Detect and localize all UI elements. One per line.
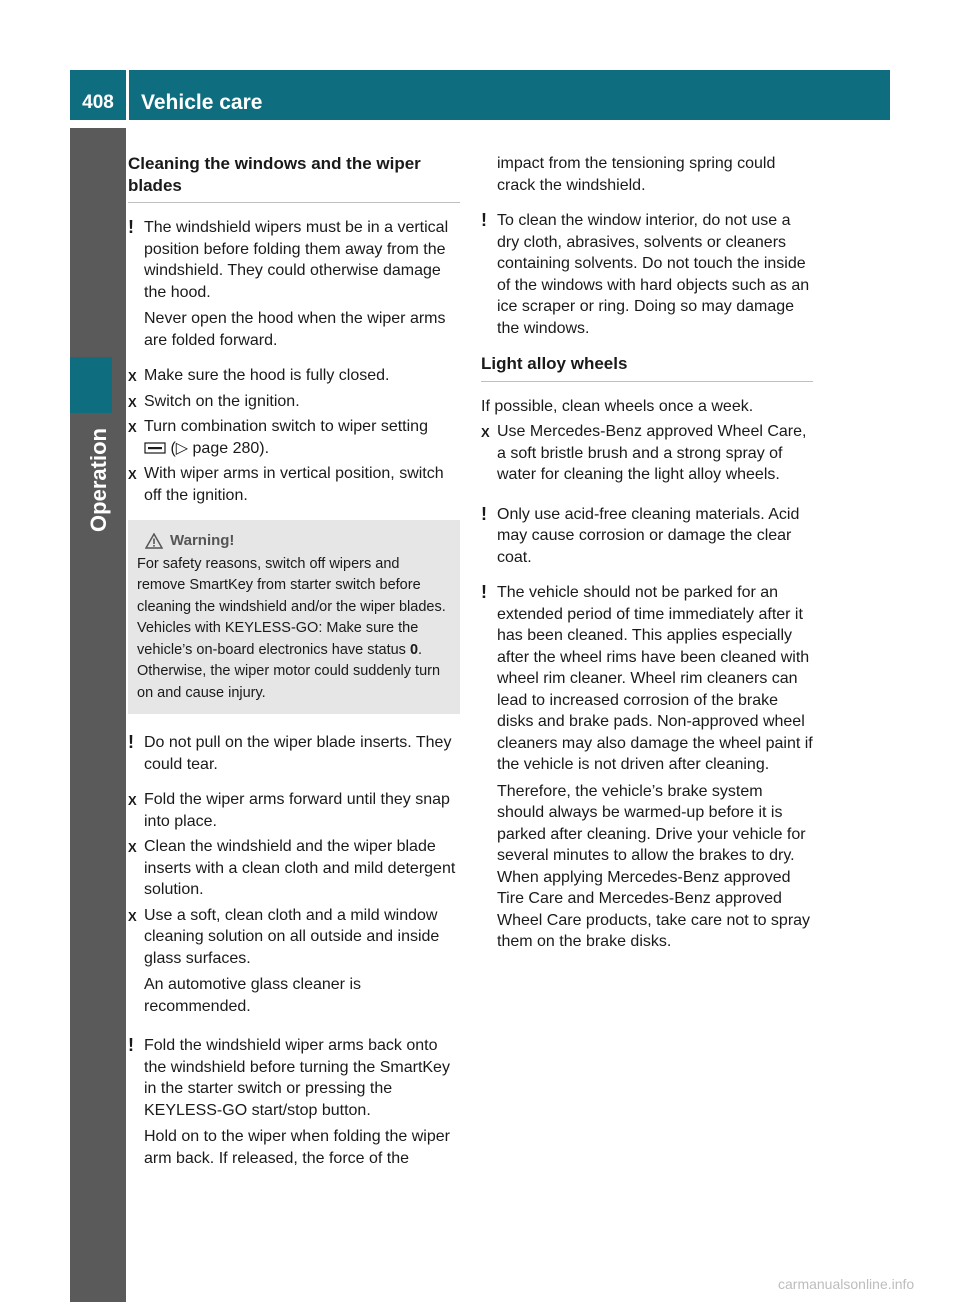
note-parking-after-cleaning: ! The vehicle should not be parked for an extended period of time immediately after it has been cleaned. This applies especially after the wheel rims have been cleaned with wheel rim cleaner. Wheel rim cleaners can lead to increased corrosion of the brake disks and brake pads. Non-approved wheel cleaners may also damage the wheel paint if the vehicle is not driven after cleaning. Therefore, the vehicle’s brake system should always be warmed-up before it is parked after cleaning. Drive your vehicle for several minutes to allow the brakes to dry. When applying Mercedes-Benz approved Tire Care and Mercedes-Benz approved Wheel Care products, take care not to spray them on the brake disks.	[481, 582, 813, 950]
step-icon: X	[128, 908, 137, 924]
warning-text: For safety reasons, switch off wipers and remove SmartKey from starter switch before cleaning the windshield and/or the wiper blades. Vehicles with KEYLESS-GO: Make sure the vehicle’s on-board electronics have status 0. Otherwise, the wiper motor could suddenly turn on and cause injury.	[137, 555, 446, 701]
step-icon: X	[128, 394, 137, 410]
warning-box	[128, 520, 460, 714]
continued-text: impact from the tensioning spring could crack the windshield.	[497, 155, 776, 194]
list-item: X Turn combination switch to wiper setting (▷ page 280).	[128, 418, 428, 457]
step-icon: X	[128, 793, 137, 808]
side-tab	[70, 128, 126, 1302]
step-icon: X	[128, 369, 137, 384]
header-title-box	[129, 70, 890, 120]
right-column	[481, 153, 813, 967]
step-icon: X	[128, 840, 137, 855]
list-item: X Fold the wiper arms forward until they snap into place.	[128, 791, 450, 830]
caution-icon: !	[128, 217, 134, 237]
caution-icon: !	[481, 210, 487, 230]
list-item: X Use Mercedes-Benz approved Wheel Care, a soft bristle brush and a strong spray of water for cleaning the light alloy wheels.	[481, 423, 807, 483]
note-wipers-position: ! The windshield wipers must be in a vertical position before folding them away from the windshield. They could otherwise damage the hood. Never open the hood when the wiper arms are folded forward.	[128, 217, 449, 349]
note-acid-free: ! Only use acid-free cleaning materials. Acid may cause corrosion or damage the clear coat.	[481, 503, 800, 566]
left-column	[128, 153, 460, 1183]
note-blade-inserts: ! Do not pull on the wiper blade inserts. They could tear.	[128, 732, 452, 773]
warning-header	[137, 530, 451, 552]
warning-title: Warning!	[170, 532, 235, 549]
wiper-setting-symbol-icon	[144, 442, 166, 454]
caution-icon: !	[481, 582, 487, 602]
list-item: X Make sure the hood is fully closed.	[128, 365, 460, 387]
list-item: X Switch on the ignition.	[128, 391, 460, 413]
status-value: 0	[409, 641, 419, 658]
caution-icon: !	[481, 503, 487, 524]
section-heading-windows: Cleaning the windows and the wiper blades	[128, 153, 460, 203]
wheels-intro: If possible, clean wheels once a week.	[481, 397, 754, 415]
list-item: X With wiper arms in vertical position, switch off the ignition.	[128, 465, 444, 504]
note-window-interior: ! To clean the window interior, do not use a dry cloth, abrasives, solvents or cleaners containing solvents. Do not touch the inside of the windows with hard objects such as an ice scraper or ring. Doing so may damage the windows.	[481, 210, 810, 337]
caution-icon: !	[128, 1035, 134, 1055]
warning-triangle-icon	[145, 533, 163, 549]
side-tab-label: Operation	[86, 428, 111, 532]
step-icon: X	[128, 467, 137, 482]
page-number: 408	[82, 92, 114, 113]
step-icon: X	[128, 420, 137, 435]
list-item: X Clean the windshield and the wiper blade inserts with a clean cloth and mild detergent solution.	[128, 838, 456, 898]
section-heading-wheels: Light alloy wheels	[481, 353, 813, 382]
side-tab-marker	[70, 357, 112, 413]
caution-icon: !	[128, 732, 134, 752]
page-title: Vehicle care	[141, 91, 263, 114]
page-number-box	[70, 70, 126, 120]
watermark: carmanualsonline.info	[778, 1276, 915, 1292]
note-fold-back: ! Fold the windshield wiper arms back onto the windshield before turning the SmartKey in the starter switch or pressing the KEYLESS-GO start/stop button. Hold on to the wiper when folding the wiper arm back. If released, the force of the	[128, 1035, 450, 1167]
page-reference: (▷ page 280).	[170, 439, 270, 457]
list-item: X Use a soft, clean cloth and a mild window cleaning solution on all outside and inside glass surfaces. An automotive glass cleaner is recommended.	[128, 906, 440, 1015]
step-icon: X	[481, 425, 490, 440]
page-header	[70, 70, 890, 120]
